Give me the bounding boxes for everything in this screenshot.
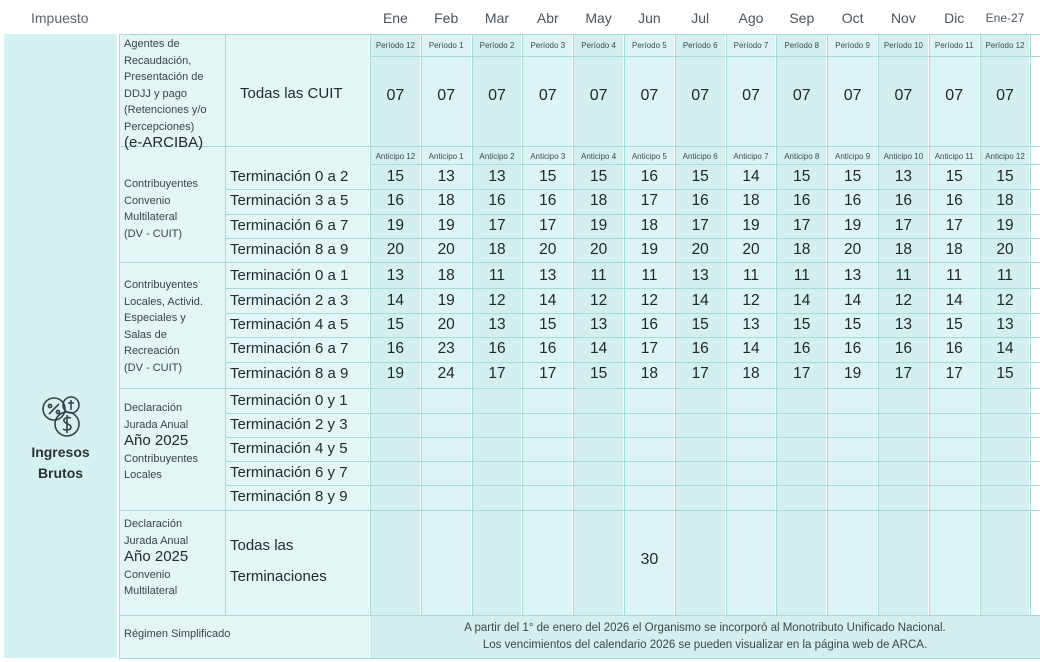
locales-due-day: 15: [691, 315, 709, 333]
convenio-due-day: 20: [386, 241, 405, 259]
convenio-row-label: Terminación 0 a 2: [230, 168, 349, 186]
ddjj-locales-row-label: Terminación 0 y 1: [230, 392, 348, 409]
convenio-due-day: 18: [589, 192, 608, 210]
convenio-due-day: 19: [996, 216, 1014, 234]
locales-due-day: 15: [996, 364, 1014, 382]
agentes-due-day: 07: [742, 87, 760, 104]
locales-due-day: 17: [691, 364, 709, 382]
convenio-due-day: 16: [640, 168, 659, 186]
anticipo-label: Anticipo 12: [985, 151, 1025, 161]
locales-due-day: 12: [996, 291, 1014, 309]
locales-due-day: 16: [640, 315, 659, 333]
convenio-due-day: 20: [589, 241, 608, 259]
header-month: Mar: [484, 10, 510, 26]
column-separator: [472, 34, 473, 616]
period-label: Período 12: [375, 40, 415, 50]
ddjj-convenio-label-a: Declaración Jurada Anual: [124, 518, 189, 547]
convenio-due-day: 18: [488, 241, 506, 259]
anticipo-label: Anticipo 2: [479, 151, 515, 161]
agentes-due-day: 07: [488, 87, 506, 104]
convenio-due-day: 17: [640, 192, 659, 210]
locales-due-day: 12: [488, 291, 506, 309]
convenio-due-day: 19: [437, 216, 455, 234]
agentes-due-day: 07: [843, 87, 862, 104]
row-separator: [225, 288, 1040, 289]
ddjj-locales-row-label: Terminación 2 y 3: [230, 416, 348, 433]
convenio-due-day: 17: [488, 216, 506, 234]
row-separator: [119, 658, 1040, 659]
locales-due-day: 13: [539, 267, 557, 285]
tax-title: Ingresos Brutos: [31, 444, 90, 481]
locales-due-day: 16: [894, 340, 913, 358]
locales-due-day: 15: [589, 364, 608, 382]
anticipo-label: Anticipo 5: [631, 151, 667, 161]
locales-due-day: 11: [641, 267, 658, 285]
period-label: Período 11: [934, 40, 974, 50]
convenio-due-day: 19: [386, 216, 405, 234]
anticipo-label: Anticipo 9: [835, 151, 871, 161]
header-month: Oct: [841, 10, 864, 26]
header-month: Ene: [382, 10, 408, 26]
convenio-due-day: 16: [488, 192, 506, 210]
convenio-due-day: 16: [539, 192, 557, 210]
ddjj-locales-label: [124, 400, 198, 484]
convenio-due-day: 13: [894, 168, 913, 186]
ddjj-locales-row-label: Terminación 8 y 9: [230, 488, 348, 505]
locales-row-label: Terminación 2 a 3: [230, 291, 349, 309]
convenio-row-label: Terminación 8 a 9: [230, 241, 349, 259]
row-separator: [370, 56, 1040, 57]
locales-due-day: 11: [946, 267, 963, 285]
header-month: Abr: [536, 10, 559, 26]
locales-due-day: 15: [945, 315, 963, 333]
ddjj-convenio-due-day: 30: [640, 551, 659, 568]
convenio-due-day: 20: [691, 241, 709, 259]
header-month: Ene-27: [985, 11, 1025, 25]
convenio-due-day: 19: [843, 216, 862, 234]
locales-due-day: 19: [843, 364, 862, 382]
convenio-due-day: 16: [894, 192, 913, 210]
convenio-due-day: 17: [691, 216, 709, 234]
locales-due-day: 18: [640, 364, 659, 382]
agentes-due-day: 07: [691, 87, 710, 104]
locales-due-day: 11: [793, 267, 810, 285]
convenio-due-day: 18: [894, 241, 913, 259]
row-separator: [225, 461, 1040, 462]
anticipo-label: Anticipo 11: [934, 151, 974, 161]
column-separator: [421, 34, 422, 616]
locales-due-day: 16: [793, 340, 811, 358]
locales-due-day: 16: [691, 340, 709, 358]
convenio-due-day: 20: [742, 241, 760, 259]
convenio-due-day: 16: [691, 192, 709, 210]
anticipo-label: Anticipo 7: [733, 151, 769, 161]
agentes-due-day: 07: [945, 87, 964, 104]
locales-due-day: 16: [945, 340, 963, 358]
column-separator: [225, 34, 226, 616]
locales-due-day: 17: [945, 364, 963, 382]
locales-row-label: Terminación 6 a 7: [230, 340, 349, 358]
header-month: Ago: [738, 10, 764, 26]
ddjj-locales-label-b: Contribuyentes Locales: [124, 452, 198, 481]
row-separator: [225, 437, 1040, 438]
locales-due-day: 12: [589, 291, 608, 309]
locales-due-day: 11: [895, 267, 912, 285]
convenio-due-day: 19: [640, 241, 659, 259]
header-month: Jul: [691, 10, 710, 26]
anticipo-label: Anticipo 8: [784, 151, 820, 161]
locales-due-day: 15: [843, 315, 862, 333]
convenio-due-day: 15: [539, 168, 557, 186]
locales-due-day: 13: [894, 315, 913, 333]
ddjj-convenio-label: [124, 516, 188, 600]
convenio-due-day: 18: [996, 192, 1014, 210]
convenio-due-day: 15: [691, 168, 709, 186]
locales-row-label: Terminación 8 a 9: [230, 364, 349, 382]
row-separator: [225, 337, 1040, 338]
convenio-due-day: 14: [742, 168, 760, 186]
period-label: Período 3: [530, 40, 566, 50]
agentes-label-text: Agentes de Recaudación, Presentación de DDJJ y pago (Retenciones y/o Percepciones): [124, 38, 207, 133]
convenio-due-day: 15: [386, 168, 405, 186]
agentes-due-day: 07: [640, 87, 659, 104]
convenio-row-label: Terminación 6 a 7: [230, 216, 349, 234]
locales-due-day: 11: [488, 267, 506, 285]
locales-due-day: 12: [894, 291, 913, 309]
agentes-due-day: 07: [538, 87, 557, 104]
convenio-due-day: 20: [437, 241, 455, 259]
column-separator: [726, 34, 727, 616]
locales-due-day: 15: [793, 315, 811, 333]
anticipo-label: Anticipo 4: [581, 151, 617, 161]
locales-due-day: 13: [691, 267, 709, 285]
convenio-due-day: 16: [793, 192, 811, 210]
column-separator: [980, 34, 981, 616]
convenio-due-day: 18: [793, 241, 811, 259]
convenio-due-day: 18: [945, 241, 963, 259]
regimen-note: [370, 616, 1040, 658]
header-impuesto: Impuesto: [31, 10, 89, 26]
locales-due-day: 17: [793, 364, 811, 382]
period-label: Período 2: [479, 40, 515, 50]
locales-due-day: 18: [742, 364, 760, 382]
period-label: Período 5: [632, 40, 667, 50]
agentes-sub: Todas las CUIT: [240, 85, 343, 102]
agentes-due-day: 07: [437, 87, 456, 104]
locales-row-label: Terminación 4 a 5: [230, 316, 349, 333]
row-separator: [225, 485, 1040, 486]
convenio-due-day: 18: [640, 216, 659, 234]
row-separator: [119, 262, 1040, 263]
row-separator: [225, 413, 1040, 414]
locales-due-day: 17: [539, 364, 557, 382]
regimen-note-line2: Los vencimientos del calendario 2026 se pueden visualizar en la página web de ARCA.: [482, 639, 928, 651]
period-label: Período 12: [985, 40, 1025, 50]
anticipo-label: Anticipo 3: [530, 151, 566, 161]
locales-due-day: 16: [539, 340, 557, 358]
ddjj-locales-label-a: Declaración Jurada Anual: [124, 402, 189, 431]
ddjj-locales-row-label: Terminación 4 y 5: [230, 440, 348, 457]
locales-due-day: 17: [640, 340, 659, 358]
convenio-due-day: 16: [843, 192, 862, 210]
convenio-due-day: 18: [437, 192, 455, 210]
column-separator: [929, 34, 930, 616]
period-label: Período 8: [784, 40, 820, 50]
header-month: Feb: [434, 10, 459, 26]
locales-due-day: 13: [386, 267, 405, 285]
locales-due-day: 13: [488, 315, 506, 333]
agentes-due-day: 07: [386, 87, 405, 104]
locales-due-day: 11: [996, 267, 1014, 285]
period-label: Período 9: [835, 40, 870, 50]
period-label: Período 7: [733, 40, 769, 50]
header-month: Nov: [890, 10, 916, 26]
row-separator: [225, 362, 1040, 363]
agentes-label: [124, 36, 207, 153]
convenio-due-day: 15: [793, 168, 811, 186]
locales-due-day: 14: [996, 340, 1014, 358]
row-separator: [225, 214, 1040, 215]
agentes-due-day: 07: [996, 87, 1014, 104]
locales-due-day: 14: [945, 291, 963, 309]
convenio-due-day: 17: [793, 216, 811, 234]
locales-due-day: 14: [539, 291, 557, 309]
locales-due-day: 13: [742, 315, 760, 333]
convenio-due-day: 20: [996, 241, 1014, 259]
anticipo-label: Anticipo 10: [883, 151, 924, 161]
row-separator: [119, 34, 1040, 35]
locales-due-day: 14: [386, 291, 405, 309]
header-month: Jun: [638, 10, 661, 26]
row-separator: [370, 164, 1040, 165]
convenio-due-day: 16: [386, 192, 405, 210]
locales-due-day: 16: [843, 340, 862, 358]
agentes-due-day: 07: [589, 87, 608, 104]
locales-due-day: 13: [589, 315, 608, 333]
locales-row-label: Terminación 0 a 1: [230, 267, 349, 285]
ddjj-convenio-label-b: Convenio Multilateral: [124, 568, 178, 597]
column-separator: [624, 34, 625, 616]
locales-due-day: 14: [691, 291, 709, 309]
convenio-due-day: 19: [742, 216, 760, 234]
locales-due-day: 17: [488, 364, 506, 382]
anticipo-label: Anticipo 12: [375, 151, 416, 161]
locales-due-day: 19: [437, 291, 455, 309]
agentes-label-em: (e-ARCIBA): [124, 134, 204, 151]
column-separator: [827, 34, 828, 616]
convenio-due-day: 17: [539, 216, 557, 234]
locales-due-day: 13: [843, 267, 862, 285]
locales-due-day: 15: [386, 315, 405, 333]
locales-due-day: 19: [386, 364, 405, 382]
column-separator: [573, 34, 574, 616]
column-separator: [1030, 34, 1031, 616]
coins-dollar-icon: [38, 393, 88, 441]
convenio-due-day: 15: [589, 168, 608, 186]
ddjj-locales-year: Año 2025: [124, 432, 189, 449]
locales-due-day: 11: [742, 267, 760, 285]
locales-due-day: 23: [437, 340, 455, 358]
convenio-due-day: 15: [843, 168, 862, 186]
convenio-row-label: Terminación 3 a 5: [230, 192, 349, 210]
locales-due-day: 14: [843, 291, 862, 309]
locales-due-day: 18: [437, 267, 455, 285]
ddjj-convenio-sub: Todas las Terminaciones: [230, 537, 327, 585]
column-separator: [776, 34, 777, 616]
column-separator: [675, 34, 676, 616]
header-month: Dic: [944, 10, 965, 26]
convenio-label: Contribuyentes Convenio Multilateral (DV - CUIT): [124, 178, 198, 240]
locales-due-day: 24: [437, 364, 455, 382]
period-label: Período 1: [428, 40, 464, 50]
anticipo-label: Anticipo 1: [428, 151, 464, 161]
ddjj-locales-row-label: Terminación 6 y 7: [230, 464, 348, 481]
row-separator: [225, 238, 1040, 239]
locales-due-day: 14: [589, 340, 608, 358]
row-separator: [119, 388, 1040, 389]
locales-due-day: 20: [437, 315, 455, 333]
locales-due-day: 12: [640, 291, 659, 309]
column-separator: [370, 34, 371, 616]
locales-due-day: 15: [539, 315, 557, 333]
convenio-due-day: 13: [488, 168, 506, 186]
row-separator: [119, 146, 1040, 147]
locales-due-day: 16: [488, 340, 506, 358]
convenio-due-day: 15: [945, 168, 963, 186]
agentes-due-day: 07: [792, 87, 811, 104]
locales-due-day: 14: [793, 291, 811, 309]
row-separator: [119, 510, 1040, 511]
convenio-due-day: 16: [945, 192, 963, 210]
locales-label: Contribuyentes Locales, Activid. Especiales y Salas de Recreación (DV - CUIT): [124, 279, 203, 374]
header-month: Sep: [789, 10, 815, 26]
regimen-note-line1: A partir del 1° de enero del 2026 el Organismo se incorporó al Monotributo Unificado Nacional.: [464, 622, 946, 634]
convenio-due-day: 17: [945, 216, 963, 234]
period-label: Período 6: [682, 40, 718, 50]
column-separator: [522, 34, 523, 616]
locales-due-day: 14: [742, 340, 760, 358]
column-separator: [119, 34, 120, 658]
header-month: May: [585, 10, 612, 26]
convenio-due-day: 15: [996, 168, 1014, 186]
row-separator: [225, 189, 1040, 190]
ddjj-convenio-year: Año 2025: [124, 548, 189, 565]
convenio-due-day: 18: [742, 192, 760, 210]
convenio-due-day: 19: [589, 216, 608, 234]
anticipo-label: Anticipo 6: [682, 151, 718, 161]
tax-column: [4, 34, 117, 658]
convenio-due-day: 20: [843, 241, 862, 259]
locales-due-day: 16: [386, 340, 405, 358]
regimen-label: Régimen Simplificado: [124, 628, 231, 640]
convenio-due-day: 17: [894, 216, 913, 234]
period-label: Período 4: [581, 40, 616, 50]
convenio-due-day: 20: [539, 241, 557, 259]
locales-due-day: 12: [742, 291, 760, 309]
locales-due-day: 17: [894, 364, 913, 382]
period-label: Período 10: [883, 40, 923, 50]
locales-due-day: 11: [590, 267, 607, 285]
column-separator: [878, 34, 879, 616]
locales-due-day: 13: [996, 315, 1014, 333]
row-separator: [225, 313, 1040, 314]
convenio-due-day: 13: [437, 168, 455, 186]
agentes-due-day: 07: [894, 87, 913, 104]
